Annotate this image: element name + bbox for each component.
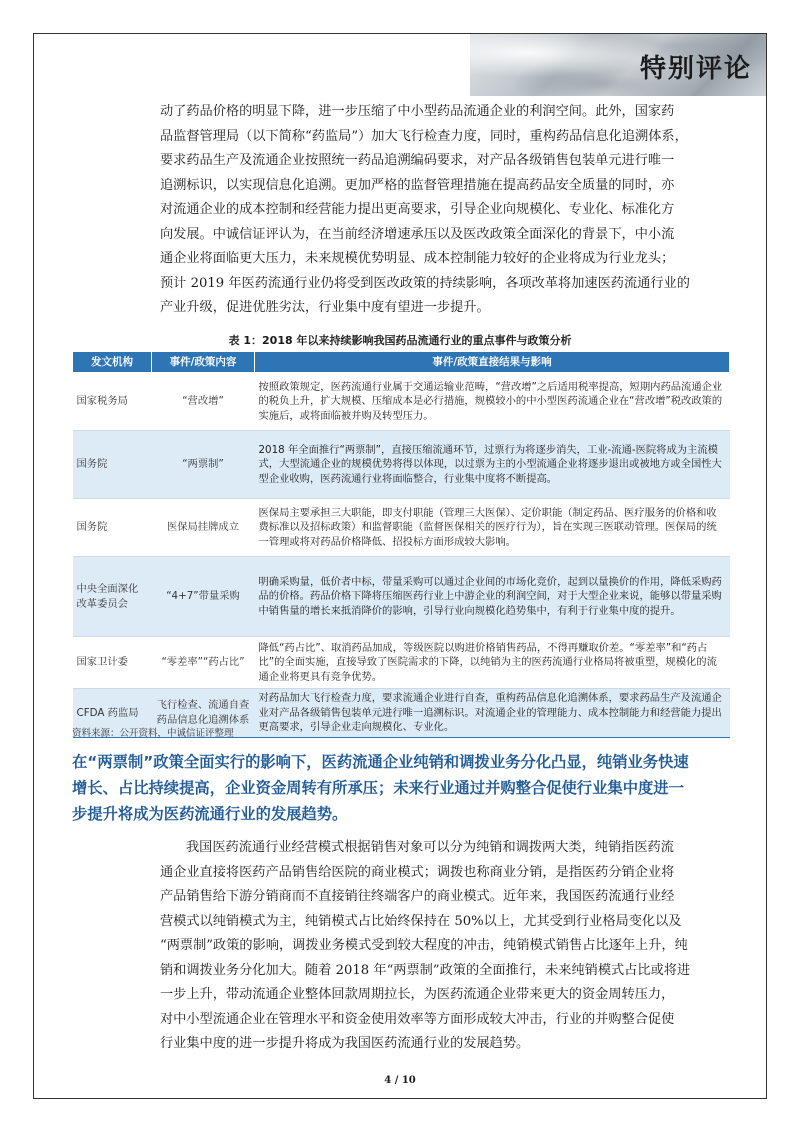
paragraph-line: 我国医药流通行业经营模式根据销售对象可以分为纯销和调拨两大类，纯销指医药流 [186, 840, 674, 855]
body-paragraph [160, 836, 726, 1057]
table-header-row [73, 352, 730, 373]
table-row [73, 557, 730, 637]
paragraph-line: 产品销售给下游分销商而不直接销往终端客户的商业模式。近年来，我国医药流通行业经 [160, 889, 675, 904]
heading-line: 在“两票制”政策全面实行的影响下，医药流通企业纯销和调拨业务分化凸显，纯销业务快速 [72, 753, 689, 771]
section-heading [72, 749, 732, 827]
agency-cell: 国家卫计委 [73, 637, 152, 689]
paragraph-line: 一步上升，带动流通企业整体回款周期拉长，为医药流通企业带来更大的资金周转压力， [160, 987, 675, 1002]
agency-cell: CFDA 药监局 [73, 689, 152, 738]
impact-cell: 降低“药占比”、取消药品加成，等级医院以购进价格销售药品，不得再赚取价差。“零差率”和“药占比”的全面实施，直接导致了医院需求的下降，以纯销为主的医药流通行业格局将被重塑，规模化的流通企业将更具有竞争优势。 [255, 637, 730, 689]
paragraph-line: 对中小型流通企业在管理水平和资金使用效率等方面形成较大冲击，行业的并购整合促使 [160, 1011, 675, 1027]
paragraph-line: 向发展。中诚信证评认为，在当前经济增速承压以及医改政策全面深化的背景下，中小流 [160, 226, 675, 242]
agency-cell: 国务院 [73, 431, 152, 499]
paragraph-line: 产业升级，促进优胜劣汰，行业集中度有望进一步提升。 [160, 300, 490, 315]
section-title: 特别评论 [639, 54, 752, 84]
event-cell: “4+7”带量采购 [152, 557, 255, 637]
column-header-agency: 发文机构 [73, 352, 152, 373]
impact-cell: 医保局主要承担三大职能，即支付职能（管理三大医保）、定价职能（制定药品、医疗服务的价格和收费标准以及招标政策）和监督职能（监督医保相关的医疗行为），旨在实现三医联动管理。医保局的统一管理或将对药品价格降低、招投标方面形成较大影响。 [255, 499, 730, 557]
event-cell: “零差率”“药占比” [152, 637, 255, 689]
paragraph-line: 品监督管理局（以下简称“药监局”）加大飞行检查力度，同时，重构药品信息化追溯体系， [160, 128, 688, 144]
event-cell: “两票制” [152, 431, 255, 499]
heading-line: 步提升将成为医药流通行业的发展趋势。 [72, 805, 348, 823]
table-source: 资料来源：公开资料，中诚信证评整理 [72, 728, 234, 739]
impact-cell: 2018 年全面推行“两票制”，直接压缩流通环节，过票行为将逐步消失，工业-流通-医院将成为主流模式，大型流通企业的规模优势将得以体现，以过票为主的小型流通企业将逐步退出或被地方或全国性大型企业收购，医药流通行业将面临整合，行业集中度将不断提高。 [255, 431, 730, 499]
column-header-event: 事件/政策内容 [152, 352, 255, 373]
paragraph-line: 行业集中度的进一步提升将成为我国医药流通行业的发展趋势。 [160, 1036, 530, 1051]
paragraph-line: 要求药品生产及流通企业按照统一药品追溯编码要求，对产品各级销售包装单元进行唯一 [160, 153, 675, 168]
heading-line: 增长、占比持续提高，企业资金周转有所承压；未来行业通过并购整合促使行业集中度进一 [72, 779, 684, 797]
table-row [73, 373, 730, 431]
intro-paragraph [160, 100, 726, 321]
paragraph-line: 预计 2019 年医药流通行业仍将受到医改政策的持续影响，各项改革将加速医药流通行业的 [160, 275, 690, 291]
event-cell: “营改增” [152, 373, 255, 431]
impact-cell: 按照政策规定，医药流通行业属于交通运输业范畴，“营改增”之后适用税率提高，短期内药品流通企业的税负上升，扩大规模、压缩成本是必行措施，规模较小的中小型医药流通企业在“营改增”税改政策的实施后，或将面临被并购及转型压力。 [255, 373, 730, 431]
table-title: 表 1：2018 年以来持续影响我国药品流通行业的重点事件与政策分析 [228, 334, 572, 347]
table-row [73, 499, 730, 557]
impact-cell: 对药品加大飞行检查力度，要求流通企业进行自查，重构药品信息化追溯体系，要求药品生产及流通企业对产品各级销售包装单元进行唯一追溯标识。对流通企业的管理能力、成本控制能力和经营能力提出更高要求，引导企业走向规模化、专业化。 [255, 689, 730, 738]
policy-table [72, 351, 730, 738]
paragraph-line: 追溯标识，以实现信息化追溯。更加严格的监督管理措施在提高药品安全质量的同时，亦 [160, 177, 675, 193]
column-header-impact: 事件/政策直接结果与影响 [255, 352, 730, 373]
paragraph-line: 销和调拨业务分化加大。随着 2018 年“两票制”政策的全面推行，未来纯销模式占比或将进 [160, 962, 691, 978]
agency-cell: 国家税务局 [73, 373, 152, 431]
paragraph-line: 动了药品价格的明显下降，进一步压缩了中小型药品流通企业的利润空间。此外，国家药 [160, 104, 675, 119]
impact-cell: 明确采购量，低价者中标，带量采购可以通过企业间的市场化竞价，起到以量换价的作用，降低采购药品的价格。药品价格下降将压缩医药行业上中游企业的利润空间，对于大型企业来说，能够以带量采购中销售量的增长来抵消降价的影响，引导行业向规模化趋势集中，有利于行业集中度的提升。 [255, 557, 730, 637]
section-banner [470, 34, 766, 96]
page-number: 4 / 10 [384, 1075, 416, 1086]
agency-cell: 中央全面深化改革委员会 [73, 557, 152, 637]
agency-cell: 国务院 [73, 499, 152, 557]
paragraph-line: 通企业直接将医药产品销售给医院的商业模式；调拨也称商业分销，是指医药分销企业将 [160, 864, 675, 880]
event-cell: 医保局挂牌成立 [152, 499, 255, 557]
paragraph-line: “两票制”政策的影响，调拨业务模式受到较大程度的冲击，纯销模式销售占比逐年上升，纯 [160, 938, 688, 953]
table-row [73, 431, 730, 499]
paragraph-line: 对流通企业的成本控制和经营能力提出更高要求，引导企业向规模化、专业化、标准化方 [160, 202, 675, 217]
paragraph-line: 通企业将面临更大压力，未来规模优势明显、成本控制能力较好的企业将成为行业龙头； [160, 251, 675, 266]
table-row [73, 637, 730, 689]
paragraph-line: 营模式以纯销模式为主，纯销模式占比始终保持在 50%以上，尤其受到行业格局变化以及 [160, 913, 682, 929]
event-cell: 飞行检查、流通自查药品信息化追溯体系 [152, 689, 255, 738]
